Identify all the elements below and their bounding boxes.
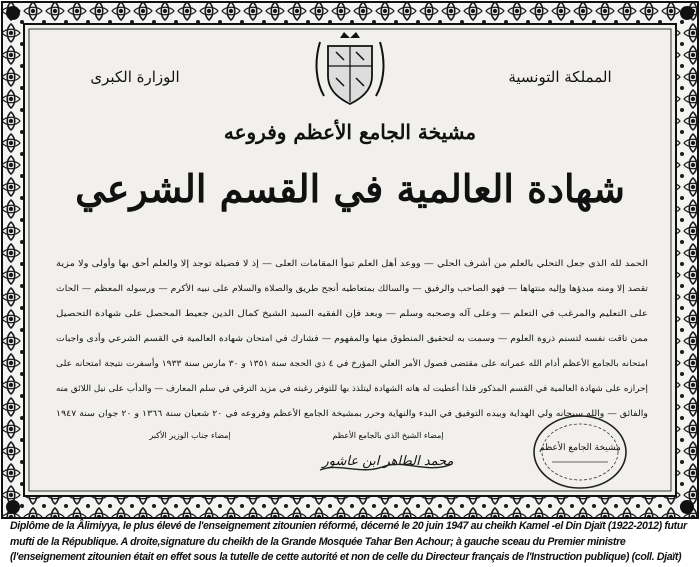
body-line: والفائق — والله سبحانه ولي الهداية وبيده التوفيق في البدء والنهاية وحرر بمشيخة الجامع الأعظم وفروعه في ٢٠ شعبان سنة ١٣٦٦ و ٢٠ جوان سنة ١٩٤٧ — [56, 409, 611, 419]
signature-right — [320, 454, 454, 470]
institution-title: مشيخة الجامع الأعظم وفروعه — [223, 120, 477, 144]
body-line: امتحانه بالجامع الأعظم أدام الله عمرانه على مقتضى فصول الأمر العلي المؤرخ في ٤ ذي الحجة سنة ١٣٥١ و ٣٠ مارس سنة ١٩٣٣ وأسفرت نتيجة امتحانه على — [55, 359, 630, 369]
body-line: إحرازه على شهادة العالمية في القسم المذكور فلذا أعطيت له هاته الشهادة ليتلذذ بها للتوفر رغبته في مزيد الترقي في سلم المعارف — والدأب على نيل اللائق منه — [56, 384, 634, 394]
body-line: الحمد لله الذي جعل التحلي بالعلم من أشرف الحلي — ووعد أهل العلم تبوأ المقامات العلى — إذ لا فضيلة توجد إلا والعلم أحق بها وأولى ولا مزية — [56, 259, 569, 269]
signature-right-name: محمد الطاهر ابن عاشور — [322, 454, 454, 469]
seal-text: مشيخة الجامع الأعظم — [539, 443, 621, 453]
ministry-label: الوزارة الكبرى — [90, 68, 180, 86]
kingdom-label: المملكة التونسية — [508, 68, 612, 86]
photo-caption: Diplôme de la Âlimiyya, le plus élevé de l'enseignement zitounien réformé, décerné le 20 juin 1947 au cheikh Kamel -el Din Djaït (1922-2012) futur mufti de la République. A droite,signature du cheikh de la Grande Mosquée Tahar Ben Achour; à gauche sceau du Premier ministre (l'enseignement zitounien était en effet sous la tutelle de cette autorité et non de celle du Directeur français de l'Instruction publique) (coll. Djaït) — [10, 520, 687, 563]
body-line: على التعليم والمرغب في التعلم — وعلى آله وصحبه وسلم — وبعد فإن الفقيه السيد الشيخ كمال الدين جعيط المحصل على شهادة التحصيل — [56, 309, 551, 319]
signature-right-label: إمضاء الشيخ الذي بالجامع الأعظم — [332, 431, 444, 440]
body-line: ممن تاقت نفسه لتسنم ذروة العلوم — وسمت به لتحقيق المنطوق منها والمفهوم — فشارك في امتحان شهادة العالمية في القسم الشرعي وأدى واجبات — [56, 334, 598, 344]
signature-left-label: إمضاء جناب الوزير الأكبر — [149, 431, 231, 440]
certificate-title: شهادة العالمية في القسم الشرعي — [75, 166, 625, 211]
body-line: تقصد إلا ومنه مبدؤها وإليه منتهاها — فهو الصاحب والرفيق — والسالك بمتعاطيه أنجح طريق والصلاة والسلام على نبيه الأكرم — ورسوله المعظم — الحاث — [56, 284, 605, 294]
